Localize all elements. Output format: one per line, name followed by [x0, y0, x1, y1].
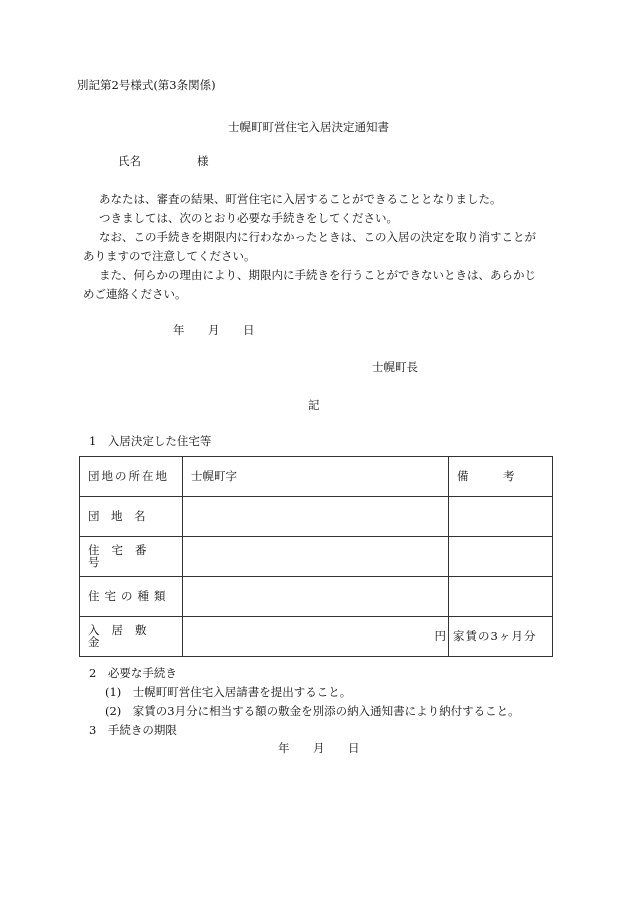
paragraph-2: つきましては、次のとおり必要な手続きをしてください。: [99, 211, 398, 225]
row-label-complex-name: 団 地 名: [80, 497, 183, 537]
row-value-house-type: [183, 577, 449, 617]
recipient-name-label: 氏名: [118, 154, 141, 168]
deadline-date-day: 日: [348, 741, 360, 755]
row-note-house-number: [449, 537, 553, 577]
notice-date-month: 月: [208, 323, 220, 337]
paragraph-4-cont: めご連絡ください。: [83, 287, 187, 301]
ki-heading: 記: [308, 398, 320, 412]
paragraph-1: あなたは、審査の結果、町営住宅に入居することができることとなりました。: [99, 192, 502, 206]
issuer: 士幌町長: [372, 360, 418, 374]
table-row: [80, 617, 553, 657]
row-value-location: 士幌町字: [183, 457, 449, 497]
deadline-date-year: 年: [278, 741, 290, 755]
document-title: 士幌町町営住宅入居決定通知書: [228, 120, 389, 134]
section2-item-1: (1) 士幌町町営住宅入居請書を提出すること。: [105, 685, 352, 699]
table-row: [80, 457, 553, 497]
section3-heading: 3 手続きの期限: [89, 723, 177, 737]
table-row: [80, 497, 553, 537]
row-label-house-type: 住宅の種類: [80, 577, 183, 617]
paragraph-4: また、何らかの理由により、期限内に手続きを行うことができないときは、あらかじ: [99, 268, 536, 282]
notice-date-year: 年: [173, 323, 185, 337]
notice-date-day: 日: [243, 323, 255, 337]
table-row: [80, 537, 553, 577]
row-note-deposit: 家賃の3ヶ月分: [449, 617, 553, 657]
row-label-house-number: 住宅番号: [80, 537, 183, 577]
section2-item-2: (2) 家賃の3月分に相当する額の敷金を別添の納入通知書により納付すること。: [105, 704, 520, 718]
row-note-complex-name: [449, 497, 553, 537]
row-value-house-number: [183, 537, 449, 577]
body-paragraphs: [83, 190, 553, 304]
row-value-complex-name: [183, 497, 449, 537]
row-note-house-type: [449, 577, 553, 617]
housing-table: [79, 456, 553, 657]
row-value-deposit: 円: [183, 617, 449, 657]
form-number: 別記第2号様式(第3条関係): [77, 78, 216, 92]
deadline-date-month: 月: [313, 741, 325, 755]
table-row: [80, 577, 553, 617]
section1-heading: 1 入居決定した住宅等: [89, 434, 212, 448]
row-label-deposit: 入居敷金: [80, 617, 183, 657]
recipient-honorific: 様: [197, 154, 209, 168]
paragraph-3: なお、この手続きを期限内に行わなかったときは、この入居の決定を取り消すことが: [99, 230, 536, 244]
paragraph-3-cont: ありますので注意してください。: [83, 249, 256, 263]
row-label-location: 団地の所在地: [80, 457, 183, 497]
section2-heading: 2 必要な手続き: [89, 666, 177, 680]
remarks-header: 備 考: [449, 457, 553, 497]
